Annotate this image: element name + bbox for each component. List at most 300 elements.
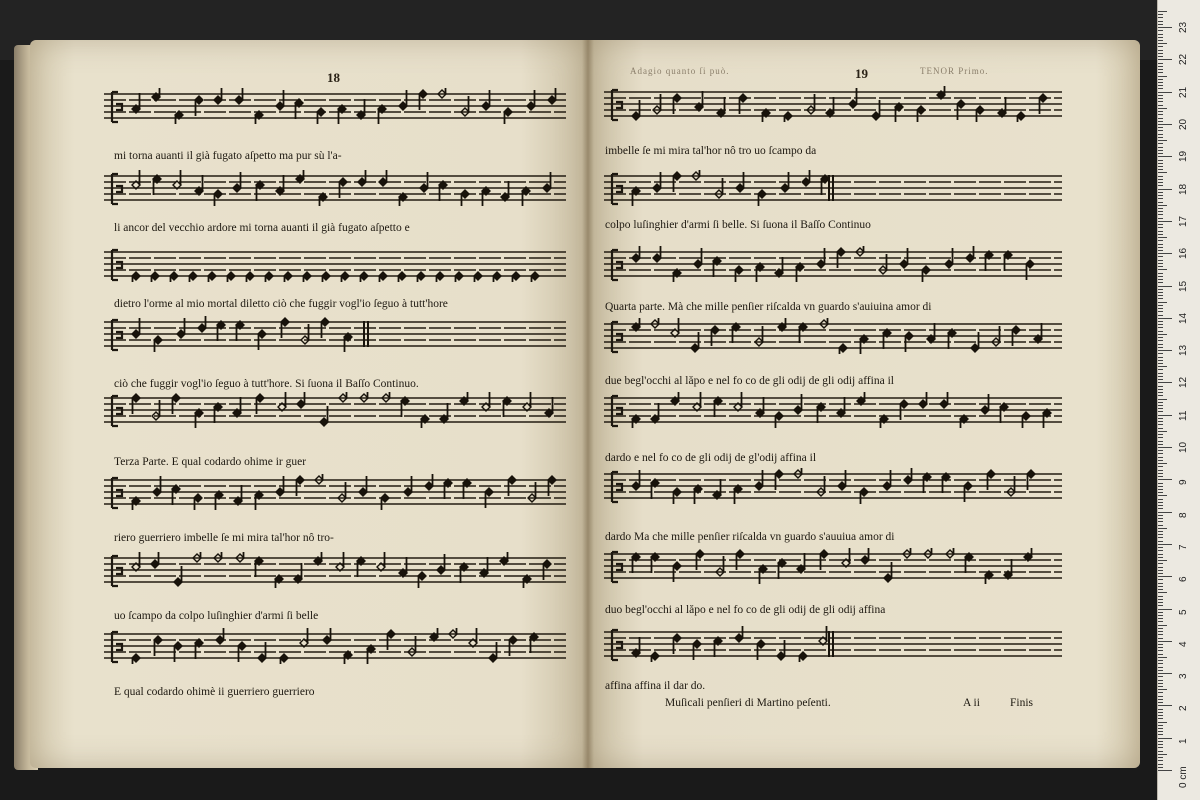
ruler-tick [1158, 244, 1163, 245]
running-head-left: Adagio quanto ſi può. [630, 66, 730, 76]
ruler-tick [1158, 69, 1163, 70]
ruler-label: 5 [1178, 608, 1189, 615]
ruler-tick [1158, 250, 1163, 251]
ruler-tick [1158, 24, 1163, 25]
ruler-tick [1158, 392, 1163, 393]
ruler-tick [1158, 609, 1172, 610]
ruler-tick [1158, 237, 1167, 238]
staff-left-3 [104, 246, 566, 282]
ruler-tick [1158, 179, 1163, 180]
ruler-tick [1158, 114, 1163, 115]
ruler-label: 6 [1178, 576, 1189, 583]
ruler-tick [1158, 334, 1167, 335]
ruler-label: 11 [1178, 410, 1189, 421]
ruler-tick [1158, 702, 1163, 703]
lyric-line-left-2: li ancor del vecchio ardore mi torna auanti il già fugato aſpetto e [114, 222, 410, 234]
ruler-tick [1158, 231, 1163, 232]
ruler-tick [1158, 705, 1172, 706]
ruler-tick [1158, 505, 1163, 506]
ruler-tick [1158, 208, 1163, 209]
ruler-tick [1158, 525, 1163, 526]
right-page-number: 19 [855, 66, 868, 81]
ruler-tick [1158, 205, 1167, 206]
ruler-tick [1158, 411, 1163, 412]
ruler-tick [1158, 486, 1163, 487]
ruler-tick [1158, 124, 1172, 125]
ruler-tick [1158, 757, 1163, 758]
staff-right-6 [604, 468, 1062, 504]
ruler-tick [1158, 470, 1163, 471]
ruler-tick [1158, 56, 1163, 57]
ruler-label: 2 [1178, 705, 1189, 712]
ruler-tick [1158, 82, 1163, 83]
ruler-tick [1158, 638, 1163, 639]
ruler-tick [1158, 686, 1163, 687]
staff-right-1 [604, 86, 1062, 122]
ruler-tick [1158, 340, 1163, 341]
lyric-line-left-1: mi torna auanti il già fugato aſpetto ma pur sù l'a- [114, 150, 342, 162]
ruler-tick [1158, 550, 1163, 551]
ruler-tick [1158, 428, 1163, 429]
ruler-tick [1158, 764, 1163, 765]
ruler-tick [1158, 34, 1163, 35]
ruler-tick [1158, 676, 1163, 677]
ruler-tick [1158, 298, 1163, 299]
ruler-tick [1158, 418, 1163, 419]
ruler-tick [1158, 667, 1163, 668]
ruler-tick [1158, 718, 1163, 719]
ruler-tick [1158, 21, 1163, 22]
ruler-tick [1158, 583, 1163, 584]
ruler-tick [1158, 518, 1163, 519]
ruler-tick [1158, 434, 1163, 435]
ruler-tick [1158, 182, 1163, 183]
ruler-tick [1158, 654, 1163, 655]
ruler-tick [1158, 363, 1163, 364]
ruler-tick [1158, 202, 1163, 203]
ruler-tick [1158, 586, 1163, 587]
ruler-tick [1158, 741, 1163, 742]
ruler-tick [1158, 98, 1163, 99]
ruler-tick [1158, 395, 1163, 396]
ruler-tick [1158, 747, 1163, 748]
ruler-tick [1158, 621, 1163, 622]
ruler-label: 14 [1178, 312, 1189, 324]
staff-right-3 [604, 246, 1062, 282]
ruler-tick [1158, 447, 1172, 448]
ruler-tick [1158, 670, 1163, 671]
lyric-line-left-5: Terza Parte. E qual codardo ohime ir guer [114, 456, 307, 468]
ruler-tick [1158, 318, 1172, 319]
ruler-tick [1158, 744, 1163, 745]
ruler-label: 21 [1178, 86, 1189, 98]
ruler-tick [1158, 628, 1163, 629]
ruler-tick [1158, 647, 1163, 648]
ruler-tick [1158, 327, 1163, 328]
ruler-tick [1158, 256, 1163, 257]
ruler-tick [1158, 531, 1163, 532]
ruler-tick [1158, 692, 1163, 693]
ruler-tick [1158, 599, 1163, 600]
ruler-tick [1158, 195, 1163, 196]
ruler-tick [1158, 240, 1163, 241]
ruler-tick [1158, 660, 1163, 661]
ruler-tick [1158, 224, 1163, 225]
ruler-tick [1158, 641, 1172, 642]
ruler-tick [1158, 276, 1163, 277]
ruler-tick [1158, 479, 1172, 480]
lyric-line-right-5: dardo e nel fo co de gli odij de gl'odij affina il [605, 452, 817, 464]
ruler-tick [1158, 350, 1172, 351]
ruler-tick [1158, 492, 1163, 493]
footer-finis: Finis [1010, 697, 1034, 709]
ruler-tick [1158, 673, 1172, 674]
ruler-tick [1158, 311, 1163, 312]
ruler-tick [1158, 618, 1163, 619]
ruler-tick [1158, 699, 1163, 700]
ruler-tick [1158, 441, 1163, 442]
ruler-label: 10 [1178, 441, 1189, 453]
ruler-tick [1158, 63, 1163, 64]
ruler-tick [1158, 43, 1167, 44]
ruler-tick [1158, 66, 1163, 67]
ruler-tick [1158, 366, 1167, 367]
ruler-tick [1158, 644, 1163, 645]
ruler-tick [1158, 76, 1167, 77]
ruler-tick [1158, 521, 1163, 522]
staff-right-2 [604, 170, 1062, 206]
ruler-label: 23 [1178, 21, 1189, 34]
ruler-label: 8 [1178, 512, 1189, 518]
ruler-tick [1158, 592, 1167, 593]
ruler-tick [1158, 111, 1163, 112]
ruler-tick [1158, 650, 1163, 651]
ruler-tick [1158, 27, 1172, 28]
ruler-label: 18 [1178, 183, 1189, 195]
ruler-tick [1158, 483, 1163, 484]
ruler-tick [1158, 172, 1167, 173]
ruler-tick [1158, 515, 1163, 516]
ruler-tick [1158, 147, 1163, 148]
ruler-tick [1158, 266, 1163, 267]
ruler-tick [1158, 176, 1163, 177]
staff-right-7 [604, 548, 1062, 584]
lyric-line-right-8: affina affina il dar do. [605, 680, 706, 692]
ruler-tick [1158, 421, 1163, 422]
ruler-tick [1158, 163, 1163, 164]
ruler-tick [1158, 528, 1167, 529]
ruler-tick [1158, 460, 1163, 461]
ruler-tick [1158, 221, 1172, 222]
ruler-tick [1158, 712, 1163, 713]
ruler-tick [1158, 263, 1163, 264]
ruler-tick [1158, 331, 1163, 332]
staff-left-1 [104, 88, 566, 124]
ruler-label: 16 [1178, 248, 1189, 260]
ruler-tick [1158, 476, 1163, 477]
ruler-tick [1158, 382, 1172, 383]
ruler-tick [1158, 324, 1163, 325]
ruler-tick [1158, 709, 1163, 710]
ruler-tick [1158, 185, 1163, 186]
ruler-tick [1158, 751, 1163, 752]
ruler-tick [1158, 105, 1163, 106]
staff-right-8 [604, 626, 1062, 662]
ruler-tick [1158, 134, 1163, 135]
ruler-tick [1158, 166, 1163, 167]
ruler-tick [1158, 689, 1167, 690]
staff-left-8 [104, 628, 566, 664]
ruler-tick [1158, 402, 1163, 403]
ruler-tick [1158, 95, 1163, 96]
ruler-tick [1158, 547, 1163, 548]
staff-left-4 [104, 316, 566, 352]
ruler-tick [1158, 634, 1163, 635]
ruler-tick [1158, 424, 1163, 425]
ruler-tick [1158, 502, 1163, 503]
book-spine [582, 40, 594, 768]
ruler-tick [1158, 770, 1172, 771]
footer-signature: A ii [963, 697, 980, 709]
ruler-tick [1158, 72, 1163, 73]
ruler-tick [1158, 534, 1163, 535]
ruler-tick [1158, 615, 1163, 616]
ruler-tick [1158, 728, 1163, 729]
ruler-label: 4 [1178, 641, 1189, 647]
ruler-tick [1158, 198, 1163, 199]
ruler-label: 17 [1178, 215, 1189, 227]
ruler-tick [1158, 437, 1163, 438]
ruler-tick [1158, 754, 1167, 755]
ruler-tick [1158, 360, 1163, 361]
ruler-tick [1158, 386, 1163, 387]
ruler-tick [1158, 537, 1163, 538]
lyric-line-right-7: duo begl'occhi al lăpo e nel fo co de gli odij de gli odij affina [605, 604, 886, 616]
ruler-tick [1158, 444, 1163, 445]
ruler-tick [1158, 734, 1163, 735]
ruler-tick [1158, 415, 1172, 416]
ruler-tick [1158, 489, 1163, 490]
ruler-tick [1158, 731, 1163, 732]
lyric-line-left-8: E qual codardo ohimè ii guerriero guerriero [114, 686, 315, 698]
ruler-tick [1158, 473, 1163, 474]
ruler-tick [1158, 573, 1163, 574]
ruler-tick [1158, 79, 1163, 80]
ruler-tick [1158, 767, 1163, 768]
ruler-tick [1158, 408, 1163, 409]
ruler-tick [1158, 508, 1163, 509]
ruler-tick [1158, 357, 1163, 358]
ruler-tick [1158, 499, 1163, 500]
ruler-label: 1 [1178, 738, 1189, 744]
ruler-tick [1158, 17, 1163, 18]
footer-title: Muſicali penſieri di Martino peſenti. [665, 697, 831, 709]
ruler-tick [1158, 50, 1163, 51]
ruler-tick [1158, 88, 1163, 89]
lyric-line-left-7: uo ſcampo da colpo luſinghier d'armi ſi belle [114, 610, 319, 622]
ruler-tick [1158, 466, 1163, 467]
ruler-tick [1158, 192, 1163, 193]
ruler-label: 3 [1178, 673, 1189, 680]
ruler-tick [1158, 286, 1172, 287]
ruler-tick [1158, 30, 1163, 31]
ruler-tick [1158, 347, 1163, 348]
ruler-tick [1158, 657, 1167, 658]
measuring-ruler [1157, 0, 1200, 800]
staff-left-6 [104, 474, 566, 510]
ruler-tick [1158, 292, 1163, 293]
ruler-tick [1158, 605, 1163, 606]
ruler-label: 22 [1178, 54, 1189, 66]
ruler-tick [1158, 344, 1163, 345]
ruler-tick [1158, 218, 1163, 219]
ruler-tick [1158, 612, 1163, 613]
staff-left-5 [104, 392, 566, 428]
ruler-tick [1158, 495, 1167, 496]
ruler-tick [1158, 46, 1163, 47]
ruler-label: 20 [1178, 118, 1189, 130]
ruler-tick [1158, 234, 1163, 235]
staff-right-4 [604, 318, 1062, 354]
ruler-label: 13 [1178, 344, 1189, 357]
ruler-tick [1158, 725, 1163, 726]
ruler-tick [1158, 308, 1163, 309]
ruler-tick [1158, 315, 1163, 316]
ruler-tick [1158, 544, 1172, 545]
ruler-tick [1158, 92, 1172, 93]
ruler-tick [1158, 631, 1163, 632]
ruler-tick [1158, 279, 1163, 280]
ruler-tick [1158, 450, 1163, 451]
ruler-tick [1158, 683, 1163, 684]
ruler-tick [1158, 389, 1163, 390]
lyric-line-right-4: due begl'occhi al lăpo e nel fo co de gli odij de gli odij affina il [605, 375, 894, 387]
ruler-tick [1158, 273, 1163, 274]
ruler-tick [1158, 321, 1163, 322]
ruler-tick [1158, 227, 1163, 228]
ruler-tick [1158, 625, 1167, 626]
ruler-tick [1158, 211, 1163, 212]
ruler-tick [1158, 305, 1163, 306]
ruler-tick [1158, 14, 1163, 15]
ruler-tick [1158, 760, 1163, 761]
ruler-tick [1158, 596, 1163, 597]
ruler-tick [1158, 579, 1163, 580]
ruler-tick [1158, 715, 1163, 716]
ruler-label: 0 cm [1178, 766, 1189, 788]
ruler-tick [1158, 150, 1163, 151]
ruler-tick [1158, 260, 1163, 261]
ruler-tick [1158, 108, 1167, 109]
ruler-tick [1158, 337, 1163, 338]
ruler-tick [1158, 101, 1163, 102]
ruler-tick [1158, 453, 1163, 454]
ruler-tick [1158, 680, 1163, 681]
lyric-line-right-3: Quarta parte. Mà che mille penſier riſcalda vn guardo s'auiuina amor di [605, 301, 932, 313]
ruler-tick [1158, 560, 1167, 561]
ruler-tick [1158, 589, 1163, 590]
ruler-tick [1158, 302, 1167, 303]
ruler-tick [1158, 399, 1167, 400]
ruler-tick [1158, 696, 1163, 697]
ruler-tick [1158, 214, 1163, 215]
ruler-tick [1158, 554, 1163, 555]
ruler-tick [1158, 160, 1163, 161]
ruler-tick [1158, 541, 1163, 542]
ruler-tick [1158, 557, 1163, 558]
staff-left-2 [104, 170, 566, 206]
ruler-tick [1158, 369, 1163, 370]
ruler-tick [1158, 118, 1163, 119]
ruler-tick [1158, 269, 1167, 270]
ruler-tick [1158, 373, 1163, 374]
ruler-tick [1158, 40, 1163, 41]
ruler-tick [1158, 143, 1163, 144]
ruler-tick [1158, 59, 1172, 60]
ruler-tick [1158, 121, 1163, 122]
lyric-line-left-3: dietro l'orme al mio mortal diletto ciò che fuggir vogl'io ſeguo à tutt'hore [114, 298, 448, 310]
ruler-tick [1158, 140, 1167, 141]
ruler-tick [1158, 153, 1163, 154]
ruler-tick [1158, 567, 1163, 568]
ruler-tick [1158, 663, 1163, 664]
ruler-tick [1158, 463, 1167, 464]
ruler-tick [1158, 576, 1172, 577]
ruler-tick [1158, 512, 1172, 513]
ruler-label: 19 [1178, 151, 1189, 163]
ruler-tick [1158, 379, 1163, 380]
ruler-tick [1158, 376, 1163, 377]
ruler-tick [1158, 282, 1163, 283]
lyric-line-left-6: riero guerriero imbelle ſe mi mira tal'hor nô tro- [114, 532, 334, 544]
ruler-tick [1158, 169, 1163, 170]
ruler-tick [1158, 722, 1167, 723]
ruler-tick [1158, 156, 1172, 157]
ruler-label: 9 [1178, 479, 1189, 486]
ruler-tick [1158, 53, 1163, 54]
staff-left-7 [104, 552, 566, 588]
ruler-tick [1158, 431, 1167, 432]
running-head-right: TENOR Primo. [920, 66, 989, 76]
ruler-tick [1158, 457, 1163, 458]
ruler-tick [1158, 130, 1163, 131]
lyric-line-right-2: colpo luſinghier d'armi ſi belle. Si ſuona il Baſſo Continuo [605, 219, 871, 231]
ruler-tick [1158, 563, 1163, 564]
left-page-number: 18 [327, 70, 340, 85]
ruler-tick [1158, 295, 1163, 296]
ruler-tick [1158, 405, 1163, 406]
ruler-tick [1158, 37, 1163, 38]
ruler-label: 7 [1178, 544, 1189, 550]
ruler-tick [1158, 253, 1172, 254]
ruler-tick [1158, 189, 1172, 190]
ruler-tick [1158, 353, 1163, 354]
ruler-tick [1158, 11, 1167, 12]
lyric-line-right-1: imbelle ſe mi mira tal'hor nô tro uo ſcampo da [605, 145, 817, 157]
lyric-line-right-6: dardo Ma che mille penſier riſcalda vn guardo s'auuiua amor di [605, 531, 895, 543]
lyric-line-left-4: ciò che fuggir vogl'io ſeguo à tutt'hore. Si ſuona il Baſſo Continuo. [114, 378, 419, 390]
ruler-tick [1158, 85, 1163, 86]
ruler-tick [1158, 570, 1163, 571]
ruler-label: 15 [1178, 280, 1189, 292]
ruler-tick [1158, 247, 1163, 248]
ruler-tick [1158, 127, 1163, 128]
staff-right-5 [604, 392, 1062, 428]
ruler-label: 12 [1178, 377, 1189, 389]
ruler-tick [1158, 602, 1163, 603]
ruler-tick [1158, 738, 1172, 739]
ruler-tick [1158, 289, 1163, 290]
